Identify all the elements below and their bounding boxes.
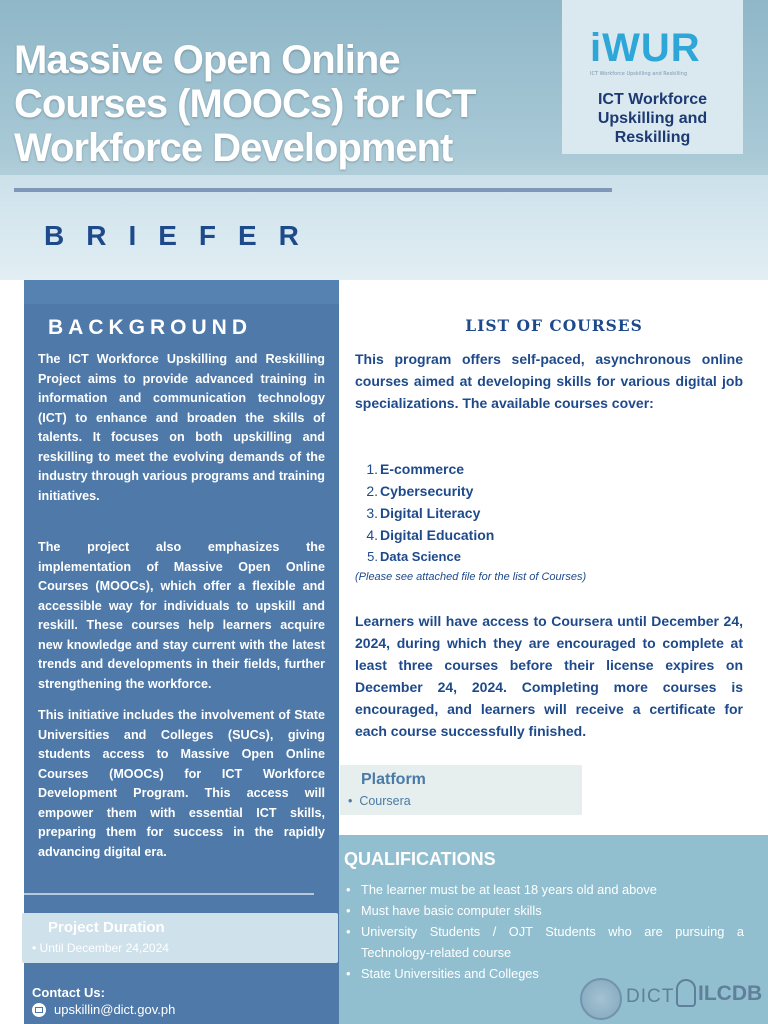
- government-seal-icon: [580, 978, 622, 1020]
- project-duration-value: Until December 24,2024: [39, 941, 169, 955]
- list-item: • Must have basic computer skills: [344, 900, 744, 921]
- list-item: • State Universities and Colleges: [344, 963, 744, 984]
- background-column-top: [24, 280, 339, 304]
- courses-heading: LIST OF COURSES: [465, 316, 643, 335]
- project-duration-box: [22, 913, 338, 963]
- list-number: 2.: [366, 483, 378, 499]
- project-duration-title: Project Duration: [48, 919, 165, 936]
- logo-tagline: ICT Workforce Upskilling and Reskilling: [590, 71, 687, 77]
- course-list: [362, 458, 494, 568]
- project-duration-item: • Until December 24,2024: [32, 941, 169, 955]
- background-paragraph-2: The project also emphasizes the implementation of Massive Open Online Courses (MOOCs), which offer a flexible and accessible way for individuals to upskill and reskill. These courses help learners acquire new knowledge and stay current with the latest trends and developments in their fields, further strengthening the workforce.: [38, 540, 325, 691]
- course-label: Data Science: [380, 549, 461, 564]
- coursera-access-paragraph: Learners will have access to Coursera until December 24, 2024, during which they are encouraged to complete at least three courses before their license expires on December 24, 2024. Completing more courses is encouraged, and learners will receive a certificate for each course successfully finished.: [355, 613, 743, 739]
- qualifications-title: QUALIFICATIONS: [344, 849, 496, 869]
- qualifications-list: [344, 879, 744, 984]
- lightbulb-icon: [676, 979, 696, 1007]
- mail-icon: [32, 1003, 46, 1017]
- platform-box: [340, 765, 582, 815]
- title-divider: [14, 188, 612, 192]
- courses-intro: This program offers self-paced, asynchronous online courses aimed at developing skills for various digital job specializations. The available courses cover:: [355, 351, 743, 411]
- list-number: 5.: [367, 549, 378, 564]
- footer-logos: [578, 976, 763, 1021]
- contact-email[interactable]: upskillin@dict.gov.ph: [54, 1002, 176, 1017]
- contact-label: Contact Us:: [32, 985, 105, 1000]
- list-item: [362, 524, 494, 546]
- platform-title: Platform: [361, 771, 426, 788]
- list-item: • The learner must be at least 18 years old and above: [344, 879, 744, 900]
- iwur-logo-panel: [562, 0, 743, 154]
- courses-note: (Please see attached file for the list of Courses): [355, 571, 587, 583]
- iwur-logo-icon: iWUR: [590, 26, 701, 70]
- list-item: [362, 458, 494, 480]
- course-label: Digital Literacy: [380, 505, 481, 521]
- dict-logo: DICT: [626, 986, 675, 1007]
- background-paragraph-1: The ICT Workforce Upskilling and Reskilling Project aims to provide advanced training in information and communication technology (ICT) to enhance and broaden the skills of talents. It focuses on both upskilling and reskilling to meet the evolving demands of the industry through various programs and training initiatives.: [38, 352, 325, 503]
- course-label: E-commerce: [380, 461, 465, 477]
- list-number: 4.: [366, 527, 378, 543]
- platform-item: • Coursera: [348, 794, 411, 808]
- list-item: [362, 502, 494, 524]
- left-divider: [24, 893, 314, 895]
- list-number: 3.: [366, 505, 378, 521]
- course-label: Digital Education: [380, 527, 495, 543]
- briefer-label: BRIEFER: [44, 220, 321, 251]
- contact-email-row[interactable]: [32, 1002, 175, 1017]
- list-item: [362, 480, 494, 502]
- background-paragraph-3: This initiative includes the involvement of State Universities and Colleges (SUCs), giving students access to Massive Open Online Courses (MOOCs) for ICT Workforce Development Program. This access will empower them with essential ICT skills, preparing them for success in the rapidly advancing digital era.: [38, 708, 325, 859]
- page-title: Massive Open Online Courses (MOOCs) for ICT Workforce Development: [14, 38, 476, 170]
- background-heading: BACKGROUND: [48, 316, 252, 339]
- platform-value: Coursera: [359, 794, 411, 808]
- list-item: [362, 546, 494, 568]
- list-number: 1.: [366, 461, 378, 477]
- ilcdb-logo: ILCDB: [698, 982, 763, 1005]
- logo-name: ICT Workforce Upskilling and Reskilling: [597, 91, 708, 146]
- course-label: Cybersecurity: [380, 483, 474, 499]
- list-item: • University Students / OJT Students who are pursuing a Technology-related course: [344, 921, 744, 963]
